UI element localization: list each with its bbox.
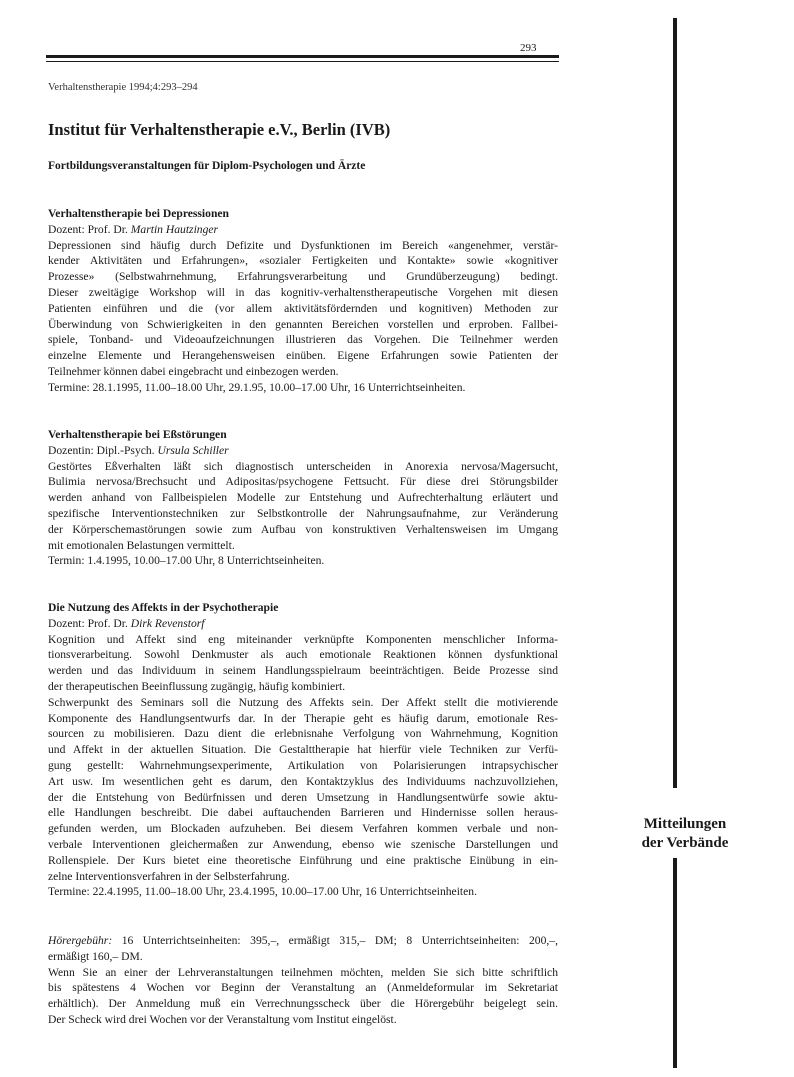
lecturer-name: Dirk Revenstorf — [130, 616, 205, 630]
course-affect-psychotherapy — [48, 600, 558, 900]
header-rule-thin — [46, 61, 559, 62]
body-line: Art usw. Im wesentlichen geht es darum, den Kontaktzyklus des Individuums nachzuvollziehen, — [48, 774, 558, 788]
section-label-line-2: der Verbände — [641, 835, 729, 851]
section-label-line-1: Mitteilungen — [643, 816, 727, 832]
registration-line: erhältlich). Der Anmeldung muß ein Verrechnungsscheck über die Hörergebühr beigelegt sein. — [48, 997, 558, 1011]
body-line: der die Entstehung von Bedürfnissen und deren Umsetzung in Handlungsentwürfe sowie aktu- — [48, 790, 558, 804]
body-line: Dieser zweitägige Workshop will in das kognitiv-verhaltenstherapeutische Vorgehen mit diesen — [48, 285, 558, 299]
body-line: Teilnehmer können dabei eingebracht und einbezogen werden. — [48, 364, 339, 378]
body-line: spezifische Interventionstechniken zur Selbstkontrolle der Nahrungsaufnahme, zur Veränderung — [48, 506, 558, 520]
fee-label: Hörergebühr: — [48, 934, 113, 947]
lecturer-name: Ursula Schiller — [157, 443, 229, 457]
fee-line: ermäßigt 160,– DM. — [48, 949, 143, 963]
page-number: 293 — [520, 42, 537, 54]
body-line: werden anhand von Fallbeispielen Modelle zur Entstehung und Aufrechterhaltung erläutert und — [48, 491, 558, 505]
body-line: einzelne Elemente und Herangehensweisen einüben. Eigene Erfahrungen sowie Patienten der — [48, 349, 558, 363]
side-bar-top — [673, 18, 677, 788]
body-line: Kognition und Affekt sind eng miteinander verknüpfte Komponenten menschlicher Informa- — [48, 632, 558, 646]
article-title: Institut für Verhaltenstherapie e.V., Berlin (IVB) — [48, 120, 391, 139]
course-dates: Termin: 1.4.1995, 10.00–17.00 Uhr, 8 Unterrichtseinheiten. — [48, 554, 325, 568]
registration-line: Wenn Sie an einer der Lehrveranstaltungen teilnehmen möchten, melden Sie sich bitte schriftlich — [48, 965, 558, 979]
registration-line: bis spätestens 4 Wochen vor Beginn der Veranstaltung an (Anmeldeformular im Sekretariat — [48, 981, 558, 995]
body-line: Gestörtes Eßverhalten läßt sich diagnostisch unterscheiden in Anorexia nervosa/Magersucht, — [48, 459, 558, 473]
lecturer-prefix: Dozentin: Dipl.-Psych. — [48, 443, 155, 457]
header-rule-thick — [46, 55, 559, 58]
course-heading: Die Nutzung des Affekts in der Psychotherapie — [48, 601, 279, 614]
side-bar-bottom — [673, 858, 677, 1068]
course-dates: Termine: 22.4.1995, 11.00–18.00 Uhr, 23.4.1995, 10.00–17.00 Uhr, 16 Unterrichtseinheiten. — [48, 885, 477, 899]
body-line: Rollenspiele. Der Kurs bietet eine theoretische Einführung und eine praktische Einübung in ein- — [48, 853, 558, 867]
lecturer-name: Martin Hautzinger — [130, 222, 219, 236]
body-line: gung gestellt: Wahrnehmungsexperimente, Artikulation von Polarisierungen intrapsychischer — [48, 758, 558, 772]
course-heading: Verhaltenstherapie bei Eßstörungen — [48, 428, 227, 441]
body-line: werden und das Individuum in seinem Handlungsspielraum beeinträchtigen. Beide Prozesse sind — [48, 664, 558, 678]
course-depression — [48, 206, 558, 396]
fee-amounts: 16 Unterrichtseinheiten: 395,–, ermäßigt 315,– DM; 8 Unterrichtseinheiten: 200,–, — [112, 934, 558, 947]
course-lecturer — [48, 222, 558, 238]
body-line: zelne Interventionsverfahren in der Selbsterfahrung. — [48, 869, 290, 883]
body-line: Schwerpunkt des Seminars soll die Nutzung des Affekts sein. Der Affekt stellt die motivierende — [48, 695, 558, 709]
body-line: kender Aktivitäten und Erfahrungen», «sozialer Fertigkeiten und Kontakte» sowie «kognitiver — [48, 254, 558, 268]
body-line: Depressionen sind häufig durch Defizite und Dysfunktionen im Bereich «angenehmer, verstär- — [48, 238, 558, 252]
body-line: Überwindung von Schwierigkeiten in den genannten Bereichen vorstellen und erproben. Fallbei- — [48, 317, 558, 331]
body-line: spiele, Tonband- und Videoaufzeichnungen illustrieren das Vorgehen. Die Teilnehmer werden — [48, 333, 558, 347]
course-lecturer — [48, 443, 558, 459]
lecturer-prefix: Dozent: Prof. Dr. — [48, 616, 128, 630]
body-line: elle Handlungen beschreibt. Die dabei auftauchenden Barrieren und Hindernisse sollen heraus- — [48, 806, 558, 820]
body-line: Komponente des Handlungsentwurfs dar. In der Therapie geht es häufig darum, emotionale Res- — [48, 711, 558, 725]
course-eating-disorders — [48, 427, 558, 569]
body-line: Prozesse» (Selbstwahrnehmung, Erfahrungsverarbeitung und Grundüberzeugung) bedingt. — [48, 270, 558, 284]
fee-line — [48, 933, 558, 949]
course-dates: Termine: 28.1.1995, 11.00–18.00 Uhr, 29.1.95, 10.00–17.00 Uhr, 16 Unterrichtseinheiten. — [48, 380, 466, 394]
course-lecturer — [48, 616, 558, 632]
course-heading: Verhaltenstherapie bei Depressionen — [48, 207, 229, 220]
body-line: Bulimia nervosa/Brechsucht und Adipositas/psychogene Fettsucht. Für diese drei Störungsbilder — [48, 475, 558, 489]
lecturer-prefix: Dozent: Prof. Dr. — [48, 222, 128, 236]
body-line: Patienten einführen und die (vor allem aktivitätsfördernden und kognitiven) Methoden zur — [48, 301, 558, 315]
registration-line: Der Scheck wird drei Wochen vor der Veranstaltung vom Institut eingelöst. — [48, 1012, 397, 1026]
body-line: und Affekt in der aktuellen Situation. Die Gestalttherapie hat hierfür viele Techniken zur Verfü- — [48, 743, 558, 757]
body-line: sourcen zu mobilisieren. Dazu dient die erlebnisnahe Verfolgung von Wahrnehmung, Kognition — [48, 727, 558, 741]
article-subtitle: Fortbildungsveranstaltungen für Diplom-Psychologen und Ärzte — [48, 160, 366, 172]
body-line: gefunden werden, um Blockaden aufzuheben. Bei diesem Verfahren kommen verbale und non- — [48, 822, 558, 836]
body-line: mit emotionalen Belastungen vermittelt. — [48, 538, 235, 552]
body-line: verbale Interventionen gleichermaßen zur Anwendung, ebenso wie szenische Darstellungen und — [48, 837, 558, 851]
body-line: tionsverarbeitung. Sowohl Denkmuster als auch emotionale Reaktionen können dysfunktional — [48, 648, 558, 662]
body-line: der Körperschemastörungen sowie zum Aufbau von konstruktiven Verhaltensweisen im Umgang — [48, 522, 558, 536]
body-line: der therapeutischen Beeinflussung zugängig, häufig kombiniert. — [48, 679, 346, 693]
journal-citation: Verhaltenstherapie 1994;4:293–294 — [48, 82, 198, 93]
fee-information — [48, 933, 558, 1028]
section-label — [610, 815, 760, 853]
